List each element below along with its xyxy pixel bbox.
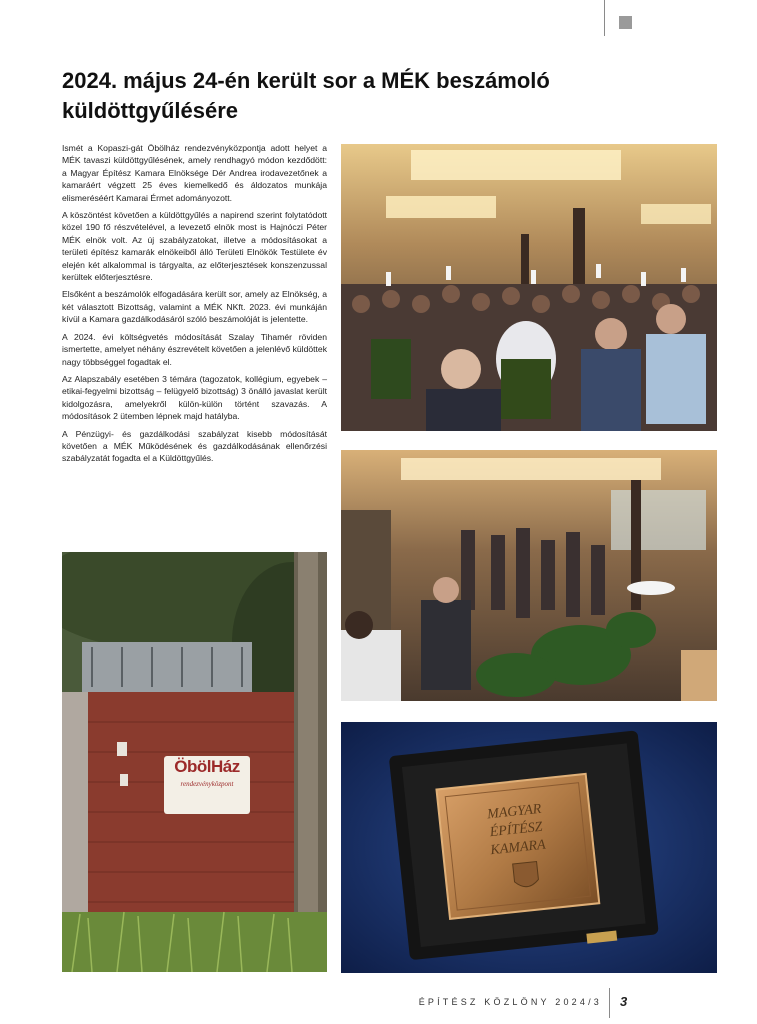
paragraph-3: Elsőként a beszámolók elfogadására került sor, amely az Elnökség, a két választott Bizottság, valamint a MÉK NKft. 2023. évi munkáján kívül a Kamara gazdálkodásáról szóló beszámolóját is jelentette.	[62, 289, 327, 325]
paragraph-2: A köszöntést követően a küldöttgyűlés a napirend szerint folytatódott közel 190 fő részvételével, a levezető elnök most is Hajnóczi Péter MÉK elnök volt. Az új szabályzatokat, illetve a módosításokat a területi építész kamarák elnökeiből álló Területi Elnökök Testülete év elején két alkalommal is tárgyalta, az előterjesztések konszenzussal kerültek előterjesztésre.	[62, 210, 327, 283]
paragraph-4: A 2024. évi költségvetés módosítását Szalay Tihamér röviden ismertette, amelyet néhány észrevételt követően a jelenlévő küldöttek nagy többséggel fogadtak el.	[62, 331, 327, 367]
article-body	[62, 142, 327, 470]
section-marker	[619, 16, 632, 29]
obolhaz-logo-subtitle: rendezvényközpont	[180, 780, 234, 788]
paragraph-5: Az Alapszabály esetében 3 témára (tagozatok, kollégium, egyebek – etikai-fegyelmi bizottság – felügyelő bizottság) 3 önálló javaslat került kidolgozásra, amelyekről külön-külön történt szavazás. A módosítások 2 ütemben lépnek majd hatályba.	[62, 373, 327, 422]
footer-divider	[609, 988, 610, 1018]
medal-line-2: ÉPÍTÉSZ	[489, 819, 544, 841]
photo-assembly-voting	[341, 144, 717, 431]
photo-reception-crowd	[341, 450, 717, 701]
publication-name: ÉPÍTÉSZ KÖZLÖNY 2024/3	[418, 997, 602, 1007]
paragraph-1: Ismét a Kopaszi-gát Öbölház rendezvényközpontja adott helyet a MÉK tavaszi küldöttgyűlésének, amely rendhagyó módon kezdődött: a Magyar Építész Kamara Elnöksége Dér Andrea irodavezetőnek a kamaráért végzett 25 éves kiemelkedő és áldozatos munkája elismeréséért Kamarai Érmet adományozott.	[62, 143, 327, 203]
photo-obolhaz-building	[62, 552, 327, 972]
medal-line-1: MAGYAR	[486, 801, 543, 823]
article-title: 2024. május 24-én került sor a MÉK beszámoló küldöttgyűlésére	[62, 68, 550, 123]
header-divider	[604, 0, 605, 36]
paragraph-6: A Pénzügyi- és gazdálkodási szabályzat kisebb módosítását követően a MÉK Működésének és gazdálkodásának ellenőrzési szabályzatát fogadta el a Küldöttgyűlés.	[62, 428, 327, 464]
medal-line-3: KAMARA	[489, 837, 547, 859]
page-number: 3	[620, 994, 628, 1009]
photo-chamber-medal	[341, 722, 717, 973]
obolhaz-logo: ÖbölHáz	[174, 757, 240, 776]
